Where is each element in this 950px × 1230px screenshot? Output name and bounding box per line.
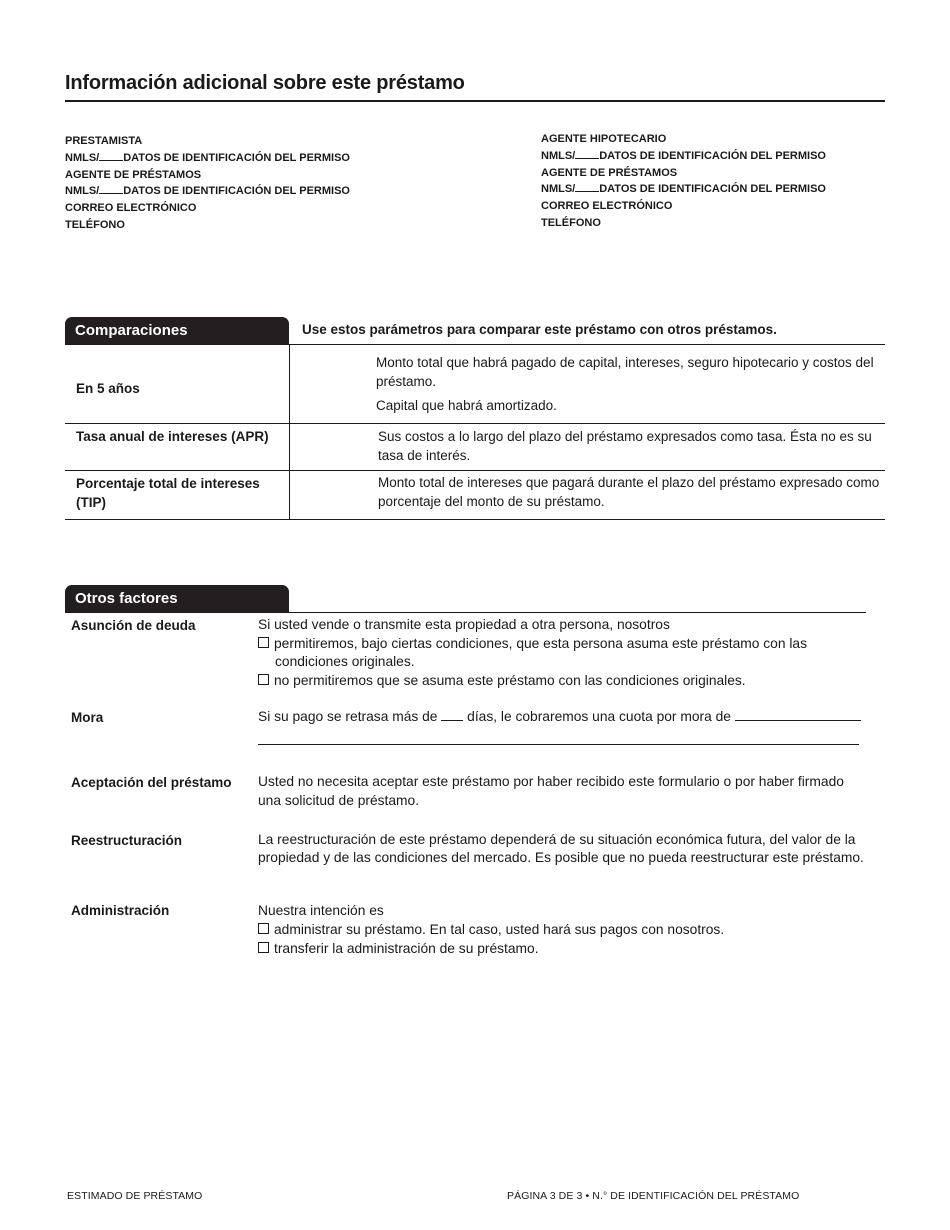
checkbox[interactable]: [258, 674, 269, 685]
row-desc-tip: Monto total de intereses que pagará durante el plazo del préstamo expresado como porcentaje del monto de su préstamo.: [378, 475, 880, 509]
servicing-option-service: administrar su préstamo. En tal caso, usted hará sus pagos con nosotros.: [258, 920, 878, 939]
checkbox[interactable]: [258, 637, 269, 648]
broker-email-label: CORREO ELECTRÓNICO: [541, 200, 673, 213]
broker-nmls-line: NMLS/ DATOS DE IDENTIFICACIÓN DEL PERMISO: [541, 149, 826, 162]
broker-info-block: [541, 131, 826, 232]
title-divider: [65, 100, 885, 102]
lender-info-block: [65, 133, 350, 234]
row-label-tip: Porcentaje total de intereses (TIP): [76, 476, 260, 510]
servicing-intro: Nuestra intención es: [258, 903, 384, 918]
lender-email-label: CORREO ELECTRÓNICO: [65, 202, 197, 215]
late-fee-blank-line[interactable]: [258, 744, 859, 745]
row-desc-apr: Sus costos a lo largo del plazo del préstamo expresados como tasa. Ésta no es su tasa de interés.: [378, 429, 872, 463]
broker-phone-label: TELÉFONO: [541, 216, 601, 229]
acceptance-label: Aceptación del préstamo: [71, 775, 232, 790]
row-desc-principal: Capital que habrá amortizado.: [376, 398, 557, 413]
assumption-option-deny: no permitiremos que se asuma este préstamo con las condiciones originales.: [258, 672, 878, 691]
assumption-intro: Si usted vende o transmite esta propiedad a otra persona, nosotros: [258, 617, 670, 632]
other-factors-rule: [65, 612, 866, 613]
assumption-option-allow: permitiremos, bajo ciertas condiciones, que esta persona asuma este préstamo con las: [258, 635, 878, 654]
nmls-blank[interactable]: [99, 151, 123, 161]
comparisons-heading: Comparaciones: [65, 317, 289, 345]
footer-left: ESTIMADO DE PRÉSTAMO: [67, 1190, 203, 1202]
row-divider: [65, 423, 885, 424]
nmls-blank[interactable]: [575, 149, 599, 159]
late-days-blank[interactable]: [441, 710, 463, 721]
assumption-section: [258, 616, 878, 690]
assumption-option-allow-continued: condiciones originales.: [275, 654, 415, 669]
late-payment-text: Si su pago se retrasa más de días, le cobraremos una cuota por mora de: [258, 708, 878, 727]
broker-officer-nmls-line: NMLS/ DATOS DE IDENTIFICACIÓN DEL PERMISO: [541, 183, 826, 196]
late-fee-blank[interactable]: [735, 710, 861, 721]
broker-label: AGENTE HIPOTECARIO: [541, 133, 667, 145]
row-label-5-years: En 5 años: [76, 381, 140, 396]
row-label-apr: Tasa anual de intereses (APR): [76, 429, 269, 444]
refinance-text: La reestructuración de este préstamo dependerá de su situación económica futura, del valor de la propiedad y de las condiciones del mercado. Es posible que no pueda reestructurar este préstamo.: [258, 832, 864, 865]
lender-nmls-line: NMLS/ DATOS DE IDENTIFICACIÓN DEL PERMISO: [65, 151, 350, 164]
comparisons-column-divider: [289, 345, 290, 520]
row-desc-total-paid: Monto total que habrá pagado de capital, intereses, seguro hipotecario y costos del préstamo.: [376, 355, 874, 389]
servicing-section: [258, 901, 878, 958]
footer-right: PÁGINA 3 DE 3 • N.° DE IDENTIFICACIÓN DEL PRÉSTAMO: [507, 1190, 800, 1202]
checkbox[interactable]: [258, 923, 269, 934]
servicing-label: Administración: [71, 903, 170, 918]
row-divider: [65, 470, 885, 471]
lender-loan-officer-label: AGENTE DE PRÉSTAMOS: [65, 168, 202, 181]
lender-phone-label: TELÉFONO: [65, 218, 125, 231]
servicing-option-transfer: transferir la administración de su préstamo.: [258, 939, 878, 958]
other-factors-heading: Otros factores: [65, 585, 289, 613]
acceptance-text: Usted no necesita aceptar este préstamo por haber recibido este formulario o por haber firmado una solicitud de préstamo.: [258, 774, 844, 808]
nmls-blank[interactable]: [99, 184, 123, 194]
refinance-label: Reestructuración: [71, 833, 183, 848]
checkbox[interactable]: [258, 942, 269, 953]
assumption-label: Asunción de deuda: [71, 618, 196, 633]
lender-officer-nmls-line: NMLS/ DATOS DE IDENTIFICACIÓN DEL PERMISO: [65, 185, 350, 198]
late-payment-label: Mora: [71, 710, 104, 725]
lender-label: PRESTAMISTA: [65, 135, 143, 147]
page-title: Información adicional sobre este préstamo: [65, 72, 465, 94]
comparisons-intro: Use estos parámetros para comparar este préstamo con otros préstamos.: [302, 322, 777, 337]
broker-loan-officer-label: AGENTE DE PRÉSTAMOS: [541, 166, 678, 179]
nmls-blank[interactable]: [575, 182, 599, 192]
comparisons-bottom-rule: [65, 519, 885, 520]
comparisons-top-rule: [65, 344, 885, 345]
